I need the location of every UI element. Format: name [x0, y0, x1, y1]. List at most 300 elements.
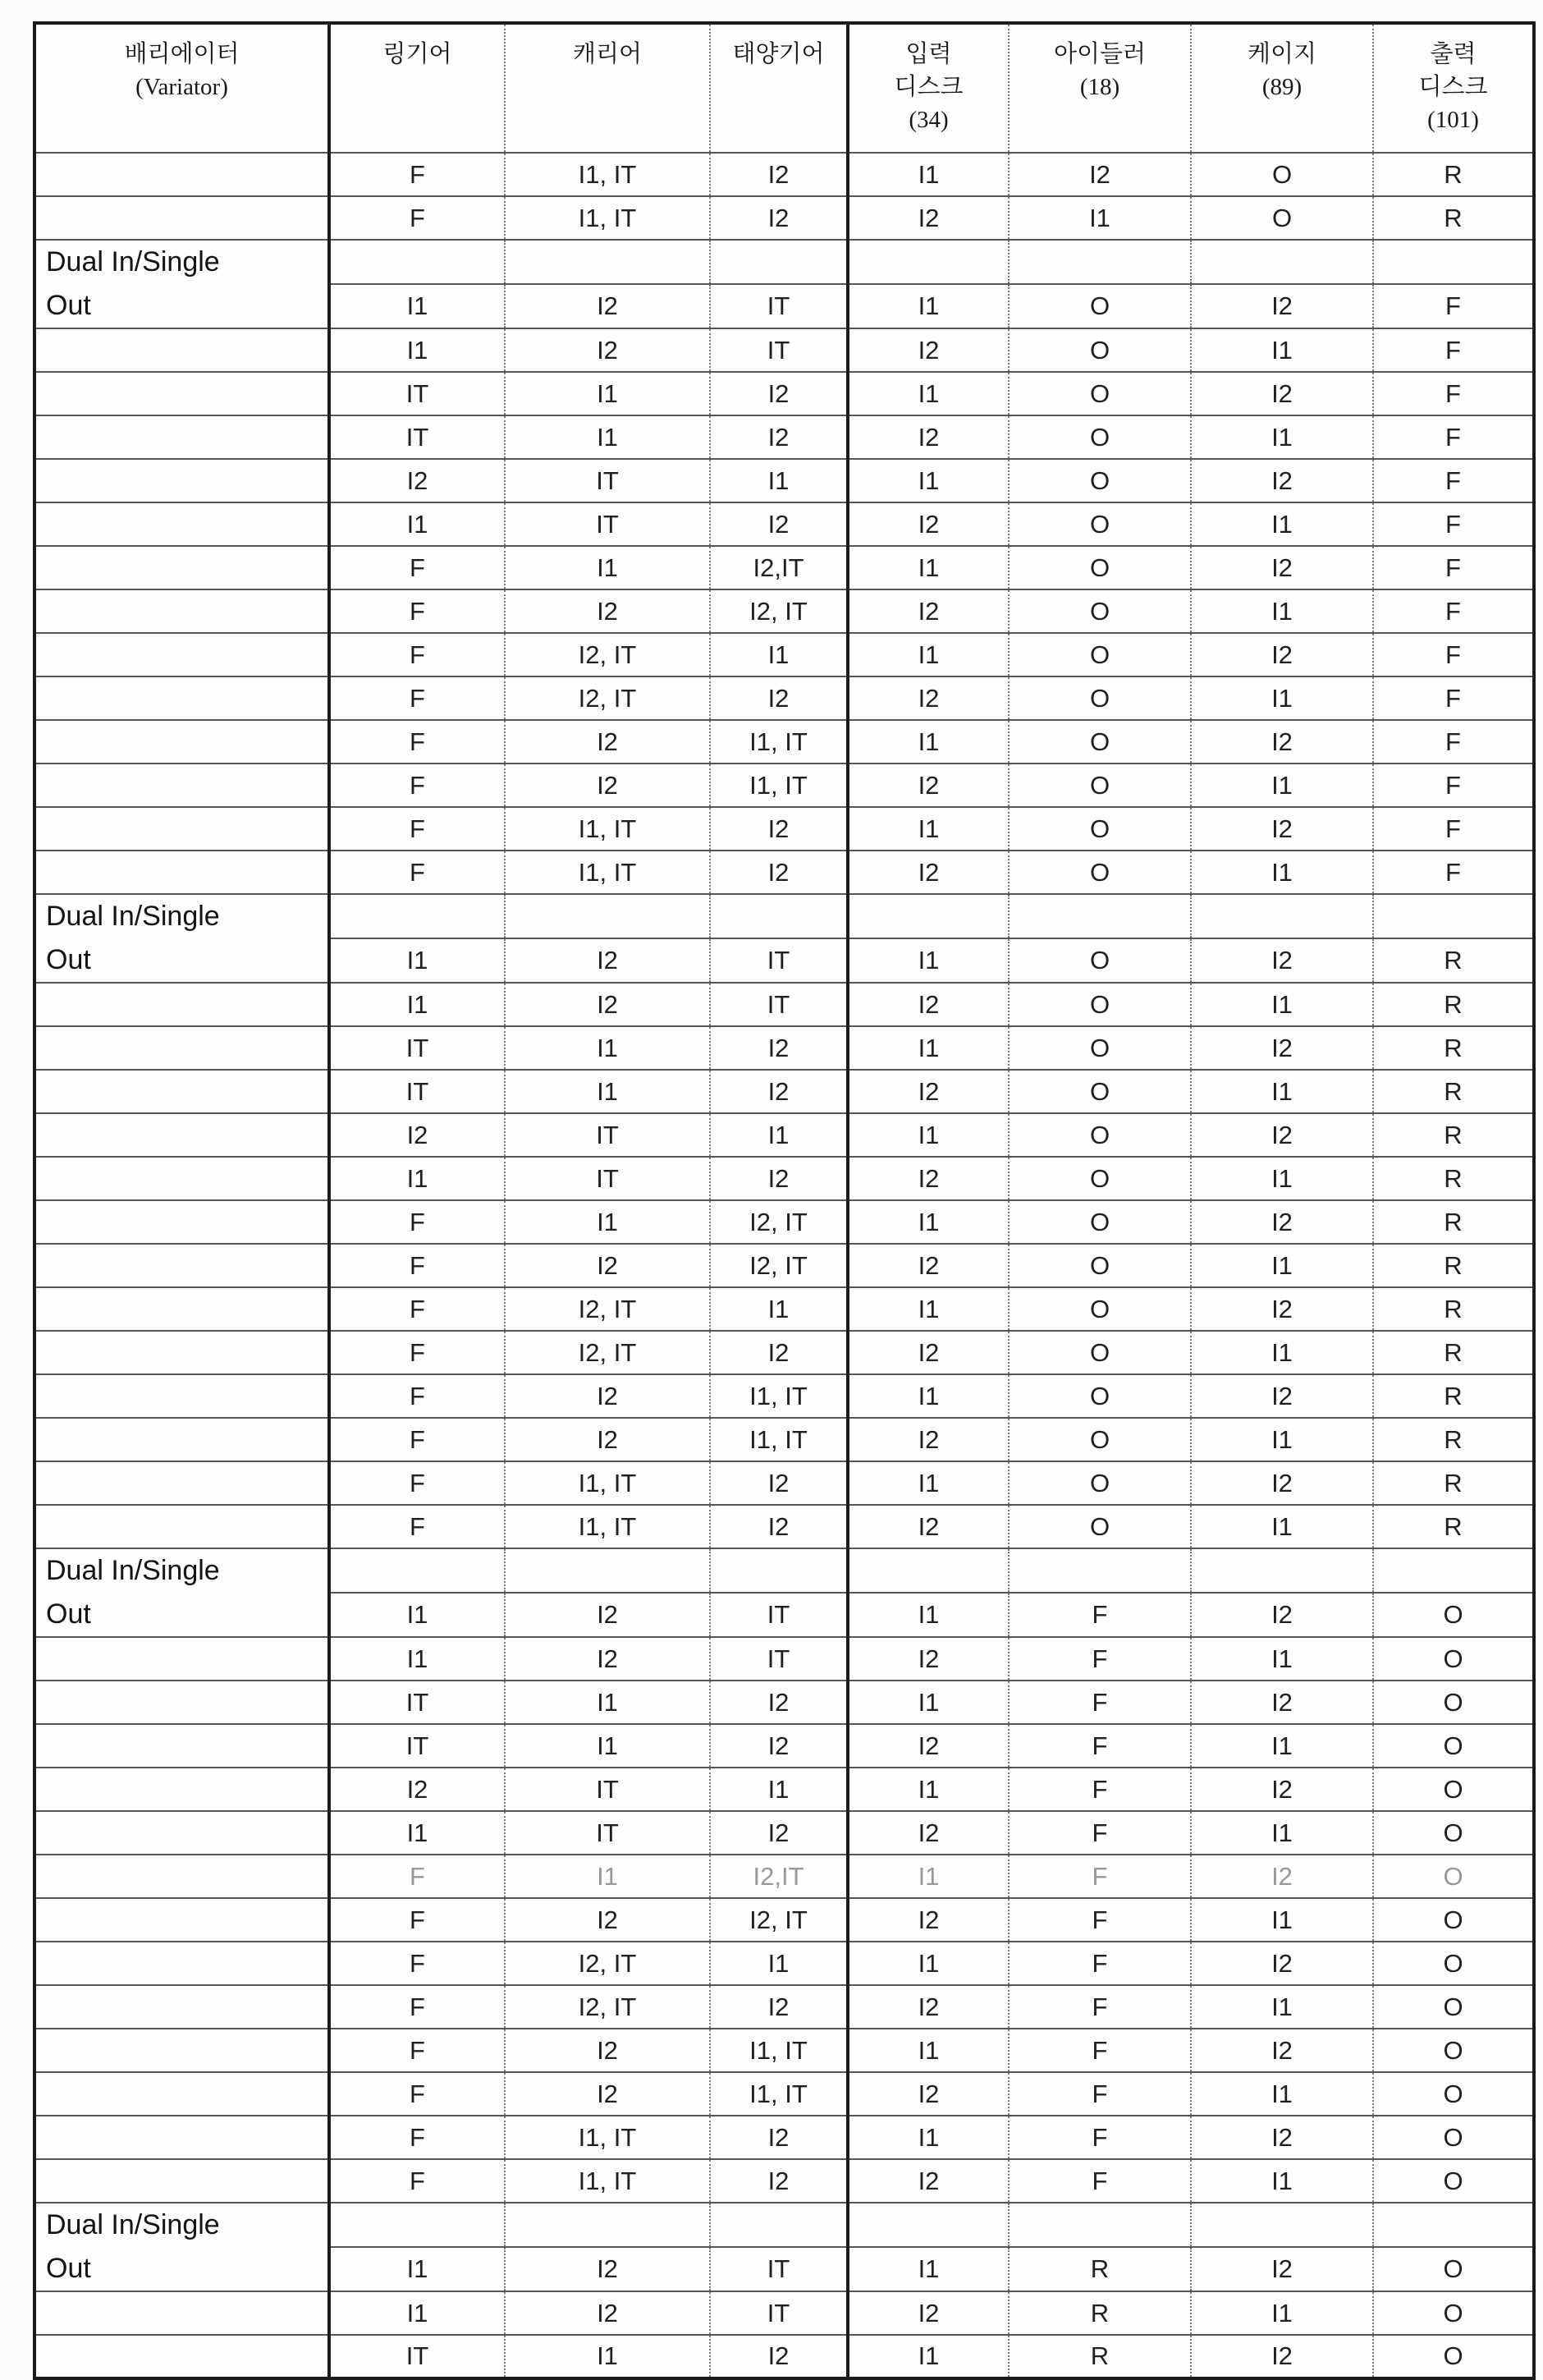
table-cell: IT	[329, 2335, 505, 2378]
table-cell: I1	[1191, 1070, 1373, 1113]
variator-group-label	[34, 894, 329, 983]
variator-cell	[34, 1681, 329, 1724]
table-cell: I2	[1191, 372, 1373, 415]
variator-cell	[34, 1505, 329, 1548]
table-cell: IT	[505, 1811, 710, 1855]
table-cell: I2	[1191, 459, 1373, 502]
group-label-line: Dual In/Single	[46, 2209, 220, 2240]
table-row	[34, 1681, 1534, 1724]
variator-cell	[34, 1855, 329, 1898]
table-cell: I2	[1191, 1287, 1373, 1331]
empty-cell	[1191, 894, 1373, 938]
empty-cell	[710, 2203, 848, 2247]
table-cell: I1	[329, 1157, 505, 1200]
table-cell: I1, IT	[710, 720, 848, 764]
column-header-line: 링기어	[382, 41, 452, 67]
table-row	[34, 459, 1534, 502]
table-cell: I2	[710, 1026, 848, 1070]
table-header	[34, 23, 1534, 153]
variator-cell	[34, 1113, 329, 1157]
table-cell: IT	[710, 938, 848, 983]
table-cell: R	[1373, 1461, 1534, 1505]
table-cell: I2	[710, 851, 848, 894]
column-header-variator	[34, 23, 329, 153]
table-row	[34, 676, 1534, 720]
table-cell: I1	[848, 633, 1009, 676]
table-cell: F	[329, 676, 505, 720]
column-header-sun-gear	[710, 23, 848, 153]
table-cell: R	[1373, 1244, 1534, 1287]
table-cell: I2	[710, 415, 848, 459]
table-cell: F	[1009, 2029, 1191, 2072]
table-cell: R	[1373, 1505, 1534, 1548]
table-cell: I2	[505, 1244, 710, 1287]
table-cell: I2	[848, 1331, 1009, 1374]
table-cell: I2, IT	[505, 1331, 710, 1374]
empty-cell	[329, 894, 505, 938]
table-cell: I2	[848, 1418, 1009, 1461]
group-label-line: Out	[46, 944, 91, 975]
table-cell: I1	[329, 983, 505, 1026]
empty-cell	[1191, 2203, 1373, 2247]
table-cell: I1	[848, 1855, 1009, 1898]
table-cell: I2	[505, 328, 710, 372]
table-cell: I2	[505, 1637, 710, 1681]
table-cell: O	[1009, 807, 1191, 851]
table-row	[34, 2116, 1534, 2159]
variator-cell	[34, 1418, 329, 1461]
table-row	[34, 633, 1534, 676]
table-row	[34, 1811, 1534, 1855]
empty-cell	[329, 240, 505, 284]
group-header-row	[34, 240, 1534, 284]
table-cell: I1	[505, 372, 710, 415]
table-cell: IT	[710, 2247, 848, 2291]
table-cell: I1	[848, 1287, 1009, 1331]
table-row	[34, 1461, 1534, 1505]
table-cell: I2	[710, 1070, 848, 1113]
empty-cell	[505, 1548, 710, 1593]
table-cell: I2	[848, 1070, 1009, 1113]
table-cell: I2	[1191, 1768, 1373, 1811]
table-cell: I1	[329, 1637, 505, 1681]
table-cell: I2	[1191, 1681, 1373, 1724]
table-cell: I1	[1191, 764, 1373, 807]
table-cell: I1	[710, 459, 848, 502]
table-row	[34, 2291, 1534, 2335]
table-cell: I2	[848, 1637, 1009, 1681]
variator-cell	[34, 196, 329, 240]
table-cell: F	[329, 196, 505, 240]
table-cell: O	[1009, 1287, 1191, 1331]
table-cell: I1	[848, 1593, 1009, 1637]
table-cell: I2	[1191, 2247, 1373, 2291]
table-cell: I1	[848, 1200, 1009, 1244]
table-cell: I2, IT	[505, 1942, 710, 1985]
table-cell: I2, IT	[505, 633, 710, 676]
table-cell: F	[1373, 720, 1534, 764]
table-row	[34, 1724, 1534, 1768]
table-cell: I2	[1191, 2116, 1373, 2159]
empty-cell	[1373, 2203, 1534, 2247]
table-cell: I2	[710, 502, 848, 546]
table-cell: I2	[710, 1157, 848, 1200]
table-row	[34, 1898, 1534, 1942]
table-cell: I2	[505, 2247, 710, 2291]
table-cell: I1	[848, 372, 1009, 415]
column-header-idler	[1009, 23, 1191, 153]
table-cell: F	[329, 589, 505, 633]
table-cell: IT	[505, 459, 710, 502]
table-cell: F	[1373, 502, 1534, 546]
table-cell: I2	[329, 459, 505, 502]
table-cell: F	[1373, 676, 1534, 720]
variator-cell	[34, 589, 329, 633]
table-cell: O	[1009, 676, 1191, 720]
table-cell: I1	[1191, 1637, 1373, 1681]
table-cell: I1	[848, 1113, 1009, 1157]
table-cell: I2	[848, 2159, 1009, 2203]
variator-cell	[34, 1157, 329, 1200]
table-cell: F	[329, 153, 505, 196]
table-cell: I1, IT	[710, 2029, 848, 2072]
table-cell: F	[329, 1287, 505, 1331]
table-cell: I2	[848, 2291, 1009, 2335]
table-cell: I1	[1191, 1505, 1373, 1548]
table-row	[34, 1113, 1534, 1157]
table-cell: F	[1373, 372, 1534, 415]
table-row	[34, 589, 1534, 633]
column-header-line: 태양기어	[732, 41, 825, 67]
table-cell: F	[329, 1200, 505, 1244]
column-header-line: 출력	[1430, 41, 1477, 67]
table-cell: O	[1009, 589, 1191, 633]
table-cell: I1	[329, 502, 505, 546]
table-cell: I2	[710, 153, 848, 196]
empty-cell	[1191, 1548, 1373, 1593]
table-cell: O	[1009, 633, 1191, 676]
table-cell: O	[1191, 196, 1373, 240]
group-label-line: Out	[46, 290, 91, 321]
table-row	[34, 983, 1534, 1026]
table-cell: R	[1009, 2335, 1191, 2378]
table-row	[34, 502, 1534, 546]
table-cell: I1	[848, 2116, 1009, 2159]
table-row	[34, 1374, 1534, 1418]
table-cell: I2	[329, 1113, 505, 1157]
table-cell: O	[1373, 2291, 1534, 2335]
table-body	[34, 153, 1534, 2378]
table-cell: I2	[1191, 807, 1373, 851]
table-cell: I1, IT	[710, 1418, 848, 1461]
empty-cell	[710, 1548, 848, 1593]
table-cell: I1	[848, 459, 1009, 502]
table-cell: I2	[505, 2072, 710, 2116]
table-cell: I1	[329, 1811, 505, 1855]
table-cell: O	[1009, 546, 1191, 589]
variator-cell	[34, 328, 329, 372]
column-header-carrier	[505, 23, 710, 153]
empty-cell	[848, 240, 1009, 284]
table-cell: I2	[848, 415, 1009, 459]
column-header-line: 케이지	[1247, 41, 1317, 67]
table-cell: F	[1009, 2116, 1191, 2159]
table-cell: O	[1009, 1070, 1191, 1113]
table-cell: I1	[848, 1374, 1009, 1418]
table-row	[34, 415, 1534, 459]
column-header-line: (18)	[1079, 74, 1120, 100]
table-cell: F	[1373, 851, 1534, 894]
table-cell: F	[329, 1374, 505, 1418]
table-row	[34, 1070, 1534, 1113]
empty-cell	[1009, 240, 1191, 284]
variator-cell	[34, 1331, 329, 1374]
table-cell: O	[1009, 1374, 1191, 1418]
column-header-cage	[1191, 23, 1373, 153]
column-header-line: 아이들러	[1053, 41, 1147, 67]
table-cell: I2	[710, 2159, 848, 2203]
table-cell: I1, IT	[505, 1505, 710, 1548]
table-cell: I1	[1191, 1157, 1373, 1200]
table-cell: I2	[848, 1811, 1009, 1855]
table-cell: O	[1373, 1811, 1534, 1855]
table-cell: I1	[1191, 1811, 1373, 1855]
table-cell: IT	[329, 1681, 505, 1724]
table-cell: I2	[710, 2116, 848, 2159]
table-cell: I2	[1191, 633, 1373, 676]
table-cell: O	[1009, 1418, 1191, 1461]
table-cell: F	[1373, 764, 1534, 807]
table-cell: I1	[505, 1855, 710, 1898]
table-cell: O	[1373, 1855, 1534, 1898]
table-cell: O	[1009, 720, 1191, 764]
variator-cell	[34, 1942, 329, 1985]
table-cell: I2	[848, 1985, 1009, 2029]
table-cell: I2	[505, 284, 710, 328]
table-row	[34, 546, 1534, 589]
variator-cell	[34, 676, 329, 720]
variator-cell	[34, 1898, 329, 1942]
table-cell: I2	[505, 2291, 710, 2335]
table-cell: I1	[1191, 2072, 1373, 2116]
table-cell: I1	[848, 2335, 1009, 2378]
table-cell: F	[329, 1331, 505, 1374]
table-cell: I2	[710, 807, 848, 851]
table-cell: I1	[1191, 502, 1373, 546]
table-cell: I1	[505, 1026, 710, 1070]
table-cell: I2	[848, 1898, 1009, 1942]
table-cell: F	[329, 1985, 505, 2029]
empty-cell	[505, 240, 710, 284]
variator-cell	[34, 153, 329, 196]
table-cell: O	[1009, 1113, 1191, 1157]
table-cell: O	[1009, 1200, 1191, 1244]
empty-cell	[848, 894, 1009, 938]
table-cell: I2	[1191, 1374, 1373, 1418]
variator-cell	[34, 1768, 329, 1811]
variator-configuration-table	[33, 21, 1536, 2380]
variator-cell	[34, 1287, 329, 1331]
table-cell: I1, IT	[505, 2159, 710, 2203]
table-cell: I2	[505, 1593, 710, 1637]
table-cell: R	[1373, 196, 1534, 240]
table-cell: I1	[1191, 983, 1373, 1026]
table-cell: I2	[1191, 1855, 1373, 1898]
group-label-line: Dual In/Single	[46, 246, 220, 277]
table-cell: O	[1009, 764, 1191, 807]
table-header-row	[34, 23, 1534, 153]
table-cell: I1	[329, 1593, 505, 1637]
table-cell: I2	[1191, 546, 1373, 589]
table-cell: I1	[505, 1724, 710, 1768]
table-cell: O	[1373, 1768, 1534, 1811]
table-cell: R	[1373, 1200, 1534, 1244]
table-cell: I1	[848, 153, 1009, 196]
variator-cell	[34, 1461, 329, 1505]
table-cell: I2	[1191, 2335, 1373, 2378]
table-cell: IT	[505, 1768, 710, 1811]
variator-cell	[34, 546, 329, 589]
table-cell: I2	[710, 1811, 848, 1855]
table-cell: I2	[848, 1244, 1009, 1287]
table-cell: I2	[710, 1985, 848, 2029]
table-cell: F	[1373, 546, 1534, 589]
table-cell: IT	[710, 2291, 848, 2335]
table-cell: O	[1009, 502, 1191, 546]
table-cell: R	[1373, 153, 1534, 196]
variator-cell	[34, 1374, 329, 1418]
table-cell: F	[1009, 1681, 1191, 1724]
table-cell: I1	[329, 284, 505, 328]
table-cell: O	[1191, 153, 1373, 196]
table-cell: I1	[710, 1287, 848, 1331]
table-cell: F	[329, 2029, 505, 2072]
table-cell: I1	[505, 546, 710, 589]
table-cell: O	[1009, 1244, 1191, 1287]
table-cell: R	[1373, 1026, 1534, 1070]
table-row	[34, 328, 1534, 372]
table-cell: IT	[710, 983, 848, 1026]
variator-cell	[34, 1811, 329, 1855]
table-row	[34, 1942, 1534, 1985]
variator-cell	[34, 2159, 329, 2203]
table-cell: IT	[710, 1593, 848, 1637]
variator-cell	[34, 459, 329, 502]
table-cell: F	[329, 2072, 505, 2116]
table-cell: F	[1373, 284, 1534, 328]
variator-cell	[34, 1200, 329, 1244]
variator-cell	[34, 1026, 329, 1070]
table-cell: I2	[710, 372, 848, 415]
column-header-line: 입력	[905, 41, 952, 67]
variator-cell	[34, 1724, 329, 1768]
column-header-line: 배리에이터	[124, 41, 240, 67]
table-cell: IT	[505, 1157, 710, 1200]
table-cell: I2	[848, 983, 1009, 1026]
table-cell: I2	[505, 938, 710, 983]
table-cell: O	[1373, 1724, 1534, 1768]
table-cell: O	[1373, 2247, 1534, 2291]
empty-cell	[329, 2203, 505, 2247]
table-cell: O	[1009, 938, 1191, 983]
table-cell: I2	[505, 1374, 710, 1418]
table-cell: O	[1009, 1461, 1191, 1505]
table-cell: R	[1373, 1113, 1534, 1157]
table-cell: I1	[1191, 2291, 1373, 2335]
table-cell: O	[1009, 372, 1191, 415]
table-cell: R	[1009, 2247, 1191, 2291]
empty-cell	[710, 240, 848, 284]
table-cell: IT	[329, 415, 505, 459]
table-cell: I1	[505, 1200, 710, 1244]
table-cell: I2,IT	[710, 1855, 848, 1898]
column-header-line: 디스크	[1418, 74, 1488, 100]
table-cell: O	[1009, 328, 1191, 372]
table-cell: I1	[329, 938, 505, 983]
table-cell: I2	[710, 1505, 848, 1548]
table-cell: I1, IT	[505, 2116, 710, 2159]
variator-cell	[34, 1637, 329, 1681]
variator-cell	[34, 2335, 329, 2378]
table-cell: I2	[1191, 284, 1373, 328]
table-cell: O	[1009, 1157, 1191, 1200]
table-cell: I1	[848, 1681, 1009, 1724]
table-cell: R	[1373, 1157, 1534, 1200]
column-header-line: (34)	[909, 107, 949, 133]
empty-cell	[1191, 240, 1373, 284]
variator-cell	[34, 851, 329, 894]
table-cell: F	[1373, 459, 1534, 502]
table-row	[34, 372, 1534, 415]
table-cell: I2	[848, 676, 1009, 720]
table-cell: I2, IT	[505, 1985, 710, 2029]
group-label-line: Dual In/Single	[46, 901, 220, 932]
table-cell: O	[1373, 1942, 1534, 1985]
table-row	[34, 2335, 1534, 2378]
empty-cell	[848, 1548, 1009, 1593]
table-row	[34, 1157, 1534, 1200]
table-cell: R	[1373, 938, 1534, 983]
table-row	[34, 1505, 1534, 1548]
table-cell: I2	[505, 1898, 710, 1942]
table-cell: I2	[848, 2072, 1009, 2116]
table-cell: I1	[1191, 1244, 1373, 1287]
table-cell: F	[329, 1418, 505, 1461]
table-row	[34, 196, 1534, 240]
empty-cell	[329, 1548, 505, 1593]
table-cell: O	[1373, 2072, 1534, 2116]
variator-cell	[34, 720, 329, 764]
table-cell: I2	[710, 676, 848, 720]
table-cell: I2	[1191, 1461, 1373, 1505]
table-cell: F	[329, 2116, 505, 2159]
table-cell: I1, IT	[710, 764, 848, 807]
table-cell: IT	[329, 1724, 505, 1768]
table-cell: I2	[1191, 720, 1373, 764]
table-row	[34, 1855, 1534, 1898]
variator-cell	[34, 502, 329, 546]
group-header-row	[34, 894, 1534, 938]
column-header-output-disk	[1373, 23, 1534, 153]
table-cell: I2	[710, 1461, 848, 1505]
column-header-ring-gear	[329, 23, 505, 153]
table-cell: I1, IT	[505, 851, 710, 894]
table-cell: I1	[1191, 1724, 1373, 1768]
table-cell: I1	[1191, 676, 1373, 720]
table-cell: I2	[848, 851, 1009, 894]
table-cell: I1	[848, 807, 1009, 851]
table-cell: F	[1009, 1942, 1191, 1985]
